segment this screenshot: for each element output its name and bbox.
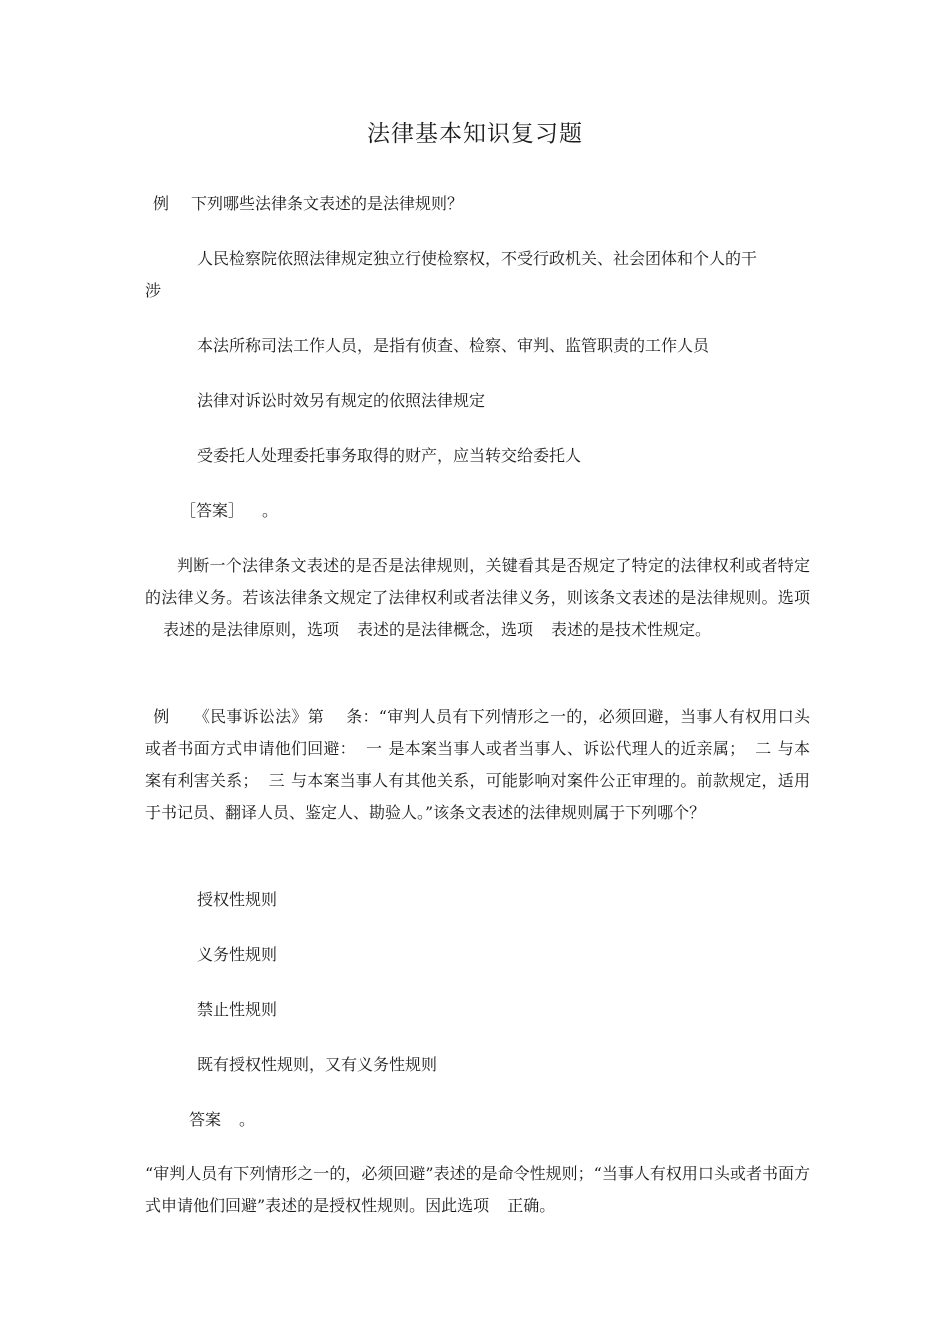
q2-option-b: 义务性规则 xyxy=(197,945,278,964)
q2-option-a: 授权性规则 xyxy=(197,890,278,909)
q1-explanation-part: 表述的是法律原则，选项 xyxy=(163,620,340,639)
q2-option-c: 禁止性规则 xyxy=(197,1000,278,1019)
q1-option-d: 受委托人处理委托事务取得的财产，应当转交给委托人 xyxy=(197,446,582,465)
q2-stem xyxy=(145,701,810,829)
q1-label: 例 xyxy=(153,194,170,213)
q2-stem-part: 二 xyxy=(755,739,772,758)
q2-stem-part: 与本案当事人有其他关系，可能影响对案件公正审理的。前款规定，适用于书记员、翻译人员、鉴定人、勘验人。”该条文表述的法律规则属于下列哪个？ xyxy=(145,771,810,822)
q2-label: 例 xyxy=(153,707,170,726)
q1-option-a-continued: 涉 xyxy=(145,281,162,300)
q2-answer xyxy=(189,1109,255,1131)
q1-explanation-part: 表述的是法律概念，选项 xyxy=(357,620,534,639)
q2-answer-label: 答案 xyxy=(189,1110,222,1129)
q1-answer xyxy=(180,500,278,522)
q1-answer-end: 。 xyxy=(262,501,279,520)
q1-option-a: 人民检察院依照法律规定独立行使检察权，不受行政机关、社会团体和个人的干 xyxy=(197,249,758,268)
q1-answer-label: ［答案］ xyxy=(180,501,245,520)
q1-stem: 下列哪些法律条文表述的是法律规则？ xyxy=(191,194,464,213)
q1-option-b: 本法所称司法工作人员，是指有侦查、检察、审判、监管职责的工作人员 xyxy=(197,336,710,355)
q2-stem-part: 是本案当事人或者当事人、诉讼代理人的近亲属； xyxy=(388,739,746,758)
q2-explanation xyxy=(145,1158,810,1222)
q2-answer-end: 。 xyxy=(239,1110,256,1129)
q2-stem-part: 条：“审判人员有下列情形之一的，必须回避，当事人有权用口头或者书面方式申请他们回避： xyxy=(145,707,810,758)
q2-stem-part: 《民事诉讼法》第 xyxy=(193,707,324,726)
q2-explanation-part: “审判人员有下列情形之一的，必须回避”表述的是命令性规则；“当事人有权用口头或者书面方式申请他们回避”表述的是授权性规则。因此选项 xyxy=(145,1164,810,1215)
q1-explanation-part: 判断一个法律条文表述的是否是法律规则，关键看其是否规定了特定的法律权利或者特定的法律义务。若该法律条文规定了法律权利或者法律义务，则该条文表述的是法律规则。选项 xyxy=(145,556,810,607)
q2-stem-part: 三 xyxy=(268,771,285,790)
q2-option-d: 既有授权性规则，又有义务性规则 xyxy=(197,1055,438,1074)
q1-stem-line xyxy=(153,193,463,215)
q1-explanation-part: 表述的是技术性规定。 xyxy=(551,620,712,639)
page-title: 法律基本知识复习题 xyxy=(367,121,583,147)
q2-stem-part: 与本案有利害关系； xyxy=(145,739,810,790)
q2-stem-part: 一 xyxy=(365,739,383,758)
q1-explanation xyxy=(145,550,810,646)
q1-option-c: 法律对诉讼时效另有规定的依照法律规定 xyxy=(197,391,486,410)
q2-explanation-part: 正确。 xyxy=(507,1196,556,1215)
